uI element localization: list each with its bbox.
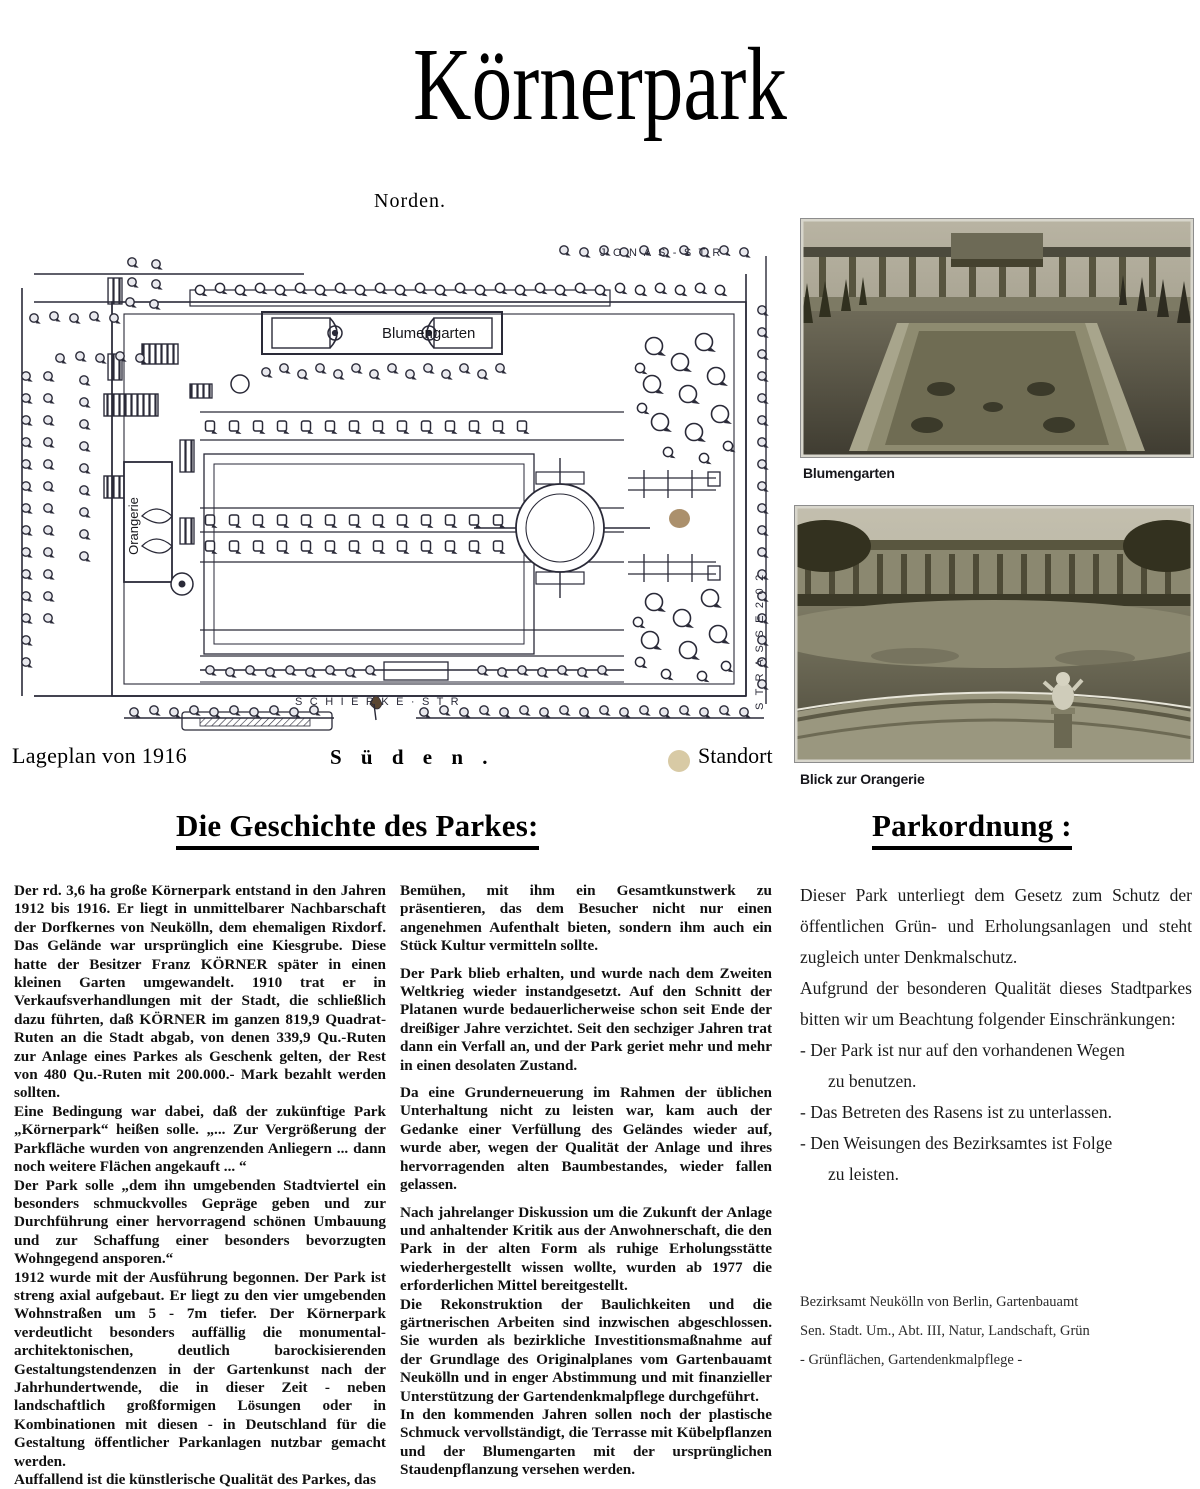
photo-blick-zur-orangerie [794,505,1194,763]
heading-park-rules [872,808,1072,850]
heading-park-rules-text: Parkordnung : [872,808,1072,843]
heading-park-rules-rule [872,846,1072,850]
history-paragraph: Der Park blieb erhalten, und wurde nach dem Zweiten Weltkrieg wieder instandgesetzt. Auf den Schnitt der Platanen wurde bedauerlicherweise schon seit Ende der dreißiger Jahre verzichtet. Seit den sechziger Jahren trat dann ein Verfall an, und der Park geriet mehr und mehr in einen desolaten Zustand. [400,964,772,1074]
history-paragraph: In den kommenden Jahren sollen noch der plastische Schmuck vervollständigt, die Terrasse mit Kübelpflanzen und der Blumengarten mit der ursprünglichen Staudenpflanzung versehen werden. [400,1405,772,1479]
rule-text-continued: zu leisten. [828,1164,899,1184]
map-label-jonas-str: J O N A S - S T R . [600,247,734,259]
issuer-line: - Grünflächen, Gartendenkmalpflege - [800,1352,1023,1368]
rule-text: - Der Park ist nur auf den vorhandenen Wegen [800,1040,1125,1060]
history-column-middle [400,882,772,1480]
history-paragraph: Der Park solle „dem ihn umgebenden Stadtviertel ein besonders schmuckvolles Gepräge geben und zur Durchführung einer hervorragend schönen Umbauung und zur Schaffung einer besonders bevorzugten Wohngegend ansporen.“ [14,1176,386,1268]
park-rules-column [800,880,1192,1190]
history-paragraph: Der rd. 3,6 ha große Körnerpark entstand in den Jahren 1912 bis 1916. Er liegt in unmittelbarer Nachbarschaft der Dorfkernes von Neukölln, dem ehemaligen Rixdorf. Das Gelände war ursprünglich eine Kiesgrube. Diese hatte der Besitzer Franz KÖRNER später in einen kleinen Garten umgewandelt. 1910 trat er in Verkaufsverhandlungen mit der Stadt, die schließlich dazu führten, daß KÖRNER im ganzen 819,9 Quadrat-Ruten an die Stadt abgab, von denen 339,9 Qu.-Ruten zur Anlage eines Parkes als Geschenk gelten, der Rest von 480 Qu.-Ruten mit 200.000.- Mark bezahlt werden sollten. [14,882,386,1102]
map-label-strasse-202: S T R A S S E 2 0 2 [754,572,766,710]
heading-history [176,808,539,850]
issuer-line: Bezirksamt Neukölln von Berlin, Gartenbauamt [800,1294,1079,1310]
photo-caption-blumengarten: Blumengarten [803,465,895,481]
site-plan-caption: Lageplan von 1916 [12,743,187,768]
history-paragraph: Bemühen, mit ihm ein Gesamtkunstwerk zu präsentieren, das dem Besucher nicht nur einen angenehmen Aufenthalt bieten, sondern ihm auch ein Stück Kultur vermitteln sollte. [400,882,772,955]
heading-history-rule [176,846,539,850]
svg-text:Orangerie: Orangerie [126,497,141,555]
page-title: Körnerpark [413,27,787,142]
list-item [800,1128,1192,1190]
history-paragraph: Die Rekonstruktion der Baulichkeiten und die gärtnerischen Arbeiten sind inzwischen abgeschlossen. Sie wurden als bezirkliche Investitionsmaßnahme auf der Grundlage des Originalplanes vom Gartenbauamt Neukölln und in enger Abstimmung und mit finanzieller Unterstützung der Gartendenkmalpflege durchgeführt. [400,1295,772,1405]
issuer-line: Sen. Stadt. Um., Abt. III, Natur, Landschaft, Grün [800,1323,1090,1339]
park-rules-list [800,1035,1192,1190]
issuer-block [800,1288,1192,1375]
standort-marker-dot [668,750,690,772]
list-item [800,1097,1192,1128]
history-paragraph: Auffallend ist die künstlerische Qualität des Parkes, das [14,1471,376,1488]
map-north-label: Norden. [374,190,446,212]
history-paragraph: 1912 wurde mit der Ausführung begonnen. Der Park ist streng axial aufgebaut. Er liegt zu den vier umgebenden Wohnstraßen um 5 - 7m tiefer. Der Körnerpark verdeutlicht besonders auffällig die monumental-architektonischen, deutlich barockisierenden Gestaltungstendenzen in der Gartenkunst nach der Jahrhundertwende, die in dieser Zeit - neben landschaftlich großformigen Lösungen oder in Kombinationen mit diesen - in Deutschland für die Gestaltung öffentlicher Parkanlagen nutzbar gemacht werden. [14,1268,386,1470]
heading-history-text: Die Geschichte des Parkes: [176,808,539,843]
history-paragraph: Nach jahrelanger Diskussion um die Zukunft der Anlage und anhaltender Kritik aus der Anwohnerschaft, die den Park in der alten Form als ruhige Erholungsstätte wiederhergestellt wissen wollte, wurden ab 1977 die erforderlichen Mittel bereitgestellt. [400,1203,772,1295]
park-rules-intro: Dieser Park unterliegt dem Gesetz zum Schutz der öffentlichen Grün- und Erholungsanlagen und steht zugleich unter Denkmalschutz. [800,885,1192,967]
map-label-schierke-str: S C H I E R K E · S T R [295,696,461,708]
photo-caption-orangerie: Blick zur Orangerie [800,771,925,787]
standort-label: Standort [698,743,773,768]
site-plan-panel [0,190,790,790]
history-paragraph: Eine Bedingung war dabei, daß der zukünftige Park „Körnerpark“ heißen solle. „... Zur Vergrößerung der Parkfläche wurden von angrenzenden Anliegern ... dann noch weitere Flächen angekauft ... “ [14,1102,386,1176]
svg-text:Blumengarten: Blumengarten [382,325,476,342]
site-plan-drawing [4,226,786,736]
photo-blumengarten [800,218,1194,458]
map-south-label: S ü d e n . [330,745,495,769]
history-column-left [14,882,386,1489]
park-rules-intro: Aufgrund der besonderen Qualität dieses Stadtparkes bitten wir um Beachtung folgender Einschränkungen: [800,978,1192,1029]
rule-text: - Den Weisungen des Bezirksamtes ist Folge [800,1133,1113,1153]
paper-stain [669,509,690,528]
rule-text: - Das Betreten des Rasens ist zu unterlassen. [800,1102,1113,1122]
list-item [800,1035,1192,1097]
history-paragraph: Da eine Grunderneuerung im Rahmen der üblichen Unterhaltung nicht zu leisten war, kam auch der Gedanke einer Verfüllung des Geländes wieder auf, wurde aber, wegen der Qualität der Anlage und ihres hervorragenden alten Baumbestandes, wieder fallen gelassen. [400,1084,772,1194]
rule-text-continued: zu benutzen. [828,1071,917,1091]
